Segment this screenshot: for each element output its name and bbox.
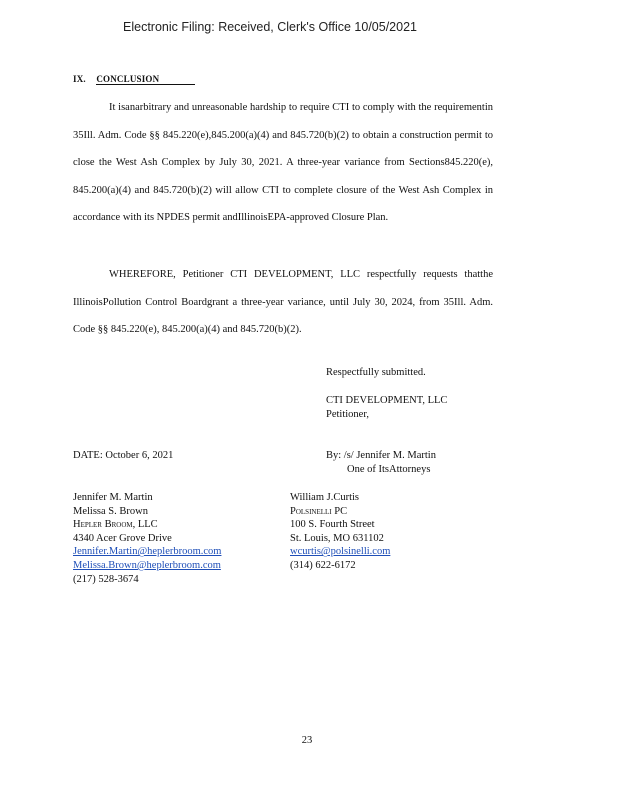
firm-suffix: , LLC [132,519,158,531]
section-heading [73,74,195,85]
address-line: 4340 Acer Grove Drive [73,532,172,544]
date-line: DATE: October 6, 2021 [73,450,174,461]
email-link[interactable]: Melissa.Brown@heplerbroom.com [73,559,221,571]
contact-block-right [290,491,390,573]
wherefore-text: WHEREFORE, Petitioner CTI DEVELOPMENT, LLC respectfully requests thatthe IllinoisPollution Control Boardgrant a three-year variance, until July 30, 2024, from 35Ill. Adm. Code §§ 845.220(e), 845.200(a)(4) and 845.720(b)(2). [73,269,493,336]
company-name: CTI DEVELOPMENT, LLC [326,395,448,406]
attorney-name: Melissa S. Brown [73,505,148,517]
firm-name: Polsinelli [290,505,332,517]
city-line: St. Louis, MO 631102 [290,532,384,544]
firm-line [290,505,390,519]
firm-suffix: PC [331,505,348,517]
phone-number: (217) 528-3674 [73,573,139,585]
conclusion-paragraph [73,94,493,232]
conclusion-text: It isanarbitrary and unreasonable hardship to require CTI to comply with the requirementin 35Ill. Adm. Code §§ 845.220(e),845.200(a)(4) and 845.720(b)(2) to obtain a construction permit to close the West Ash Complex by July 30, 2021. A three-year variance from Sections845.220(e), 845.200(a)(4) and 845.720(b)(2) will allow CTI to complete closure of the West Ash Complex in accordance with its NPDES permit andIllinoisEPA-approved Closure Plan. [73,102,493,224]
signatory-block [326,394,447,421]
phone-number: (314) 622-6172 [290,559,356,571]
section-number: IX. [73,74,86,84]
filing-stamp: Electronic Filing: Received, Clerk's Office 10/05/2021 [123,20,417,34]
section-title: CONCLUSION [96,74,195,85]
firm-name: Hepler Broom [73,519,133,531]
contact-block-left [73,491,221,586]
wherefore-paragraph [73,261,493,344]
attorney-name: William J.Curtis [290,492,359,503]
attorney-name: Jennifer M. Martin [73,492,153,503]
page-number: 23 [301,735,313,746]
by-line-block [326,449,436,476]
address-line: 100 S. Fourth Street [290,519,375,531]
firm-line [73,518,221,532]
signatory-role: Petitioner, [326,408,370,420]
one-of-attorneys: One of ItsAttorneys [347,463,431,475]
email-link[interactable]: Jennifer.Martin@heplerbroom.com [73,546,222,558]
email-link[interactable]: wcurtis@polsinelli.com [290,546,391,558]
respectfully-submitted: Respectfully submitted. [326,367,426,378]
by-signature: By: /s/ Jennifer M. Martin [326,450,436,461]
